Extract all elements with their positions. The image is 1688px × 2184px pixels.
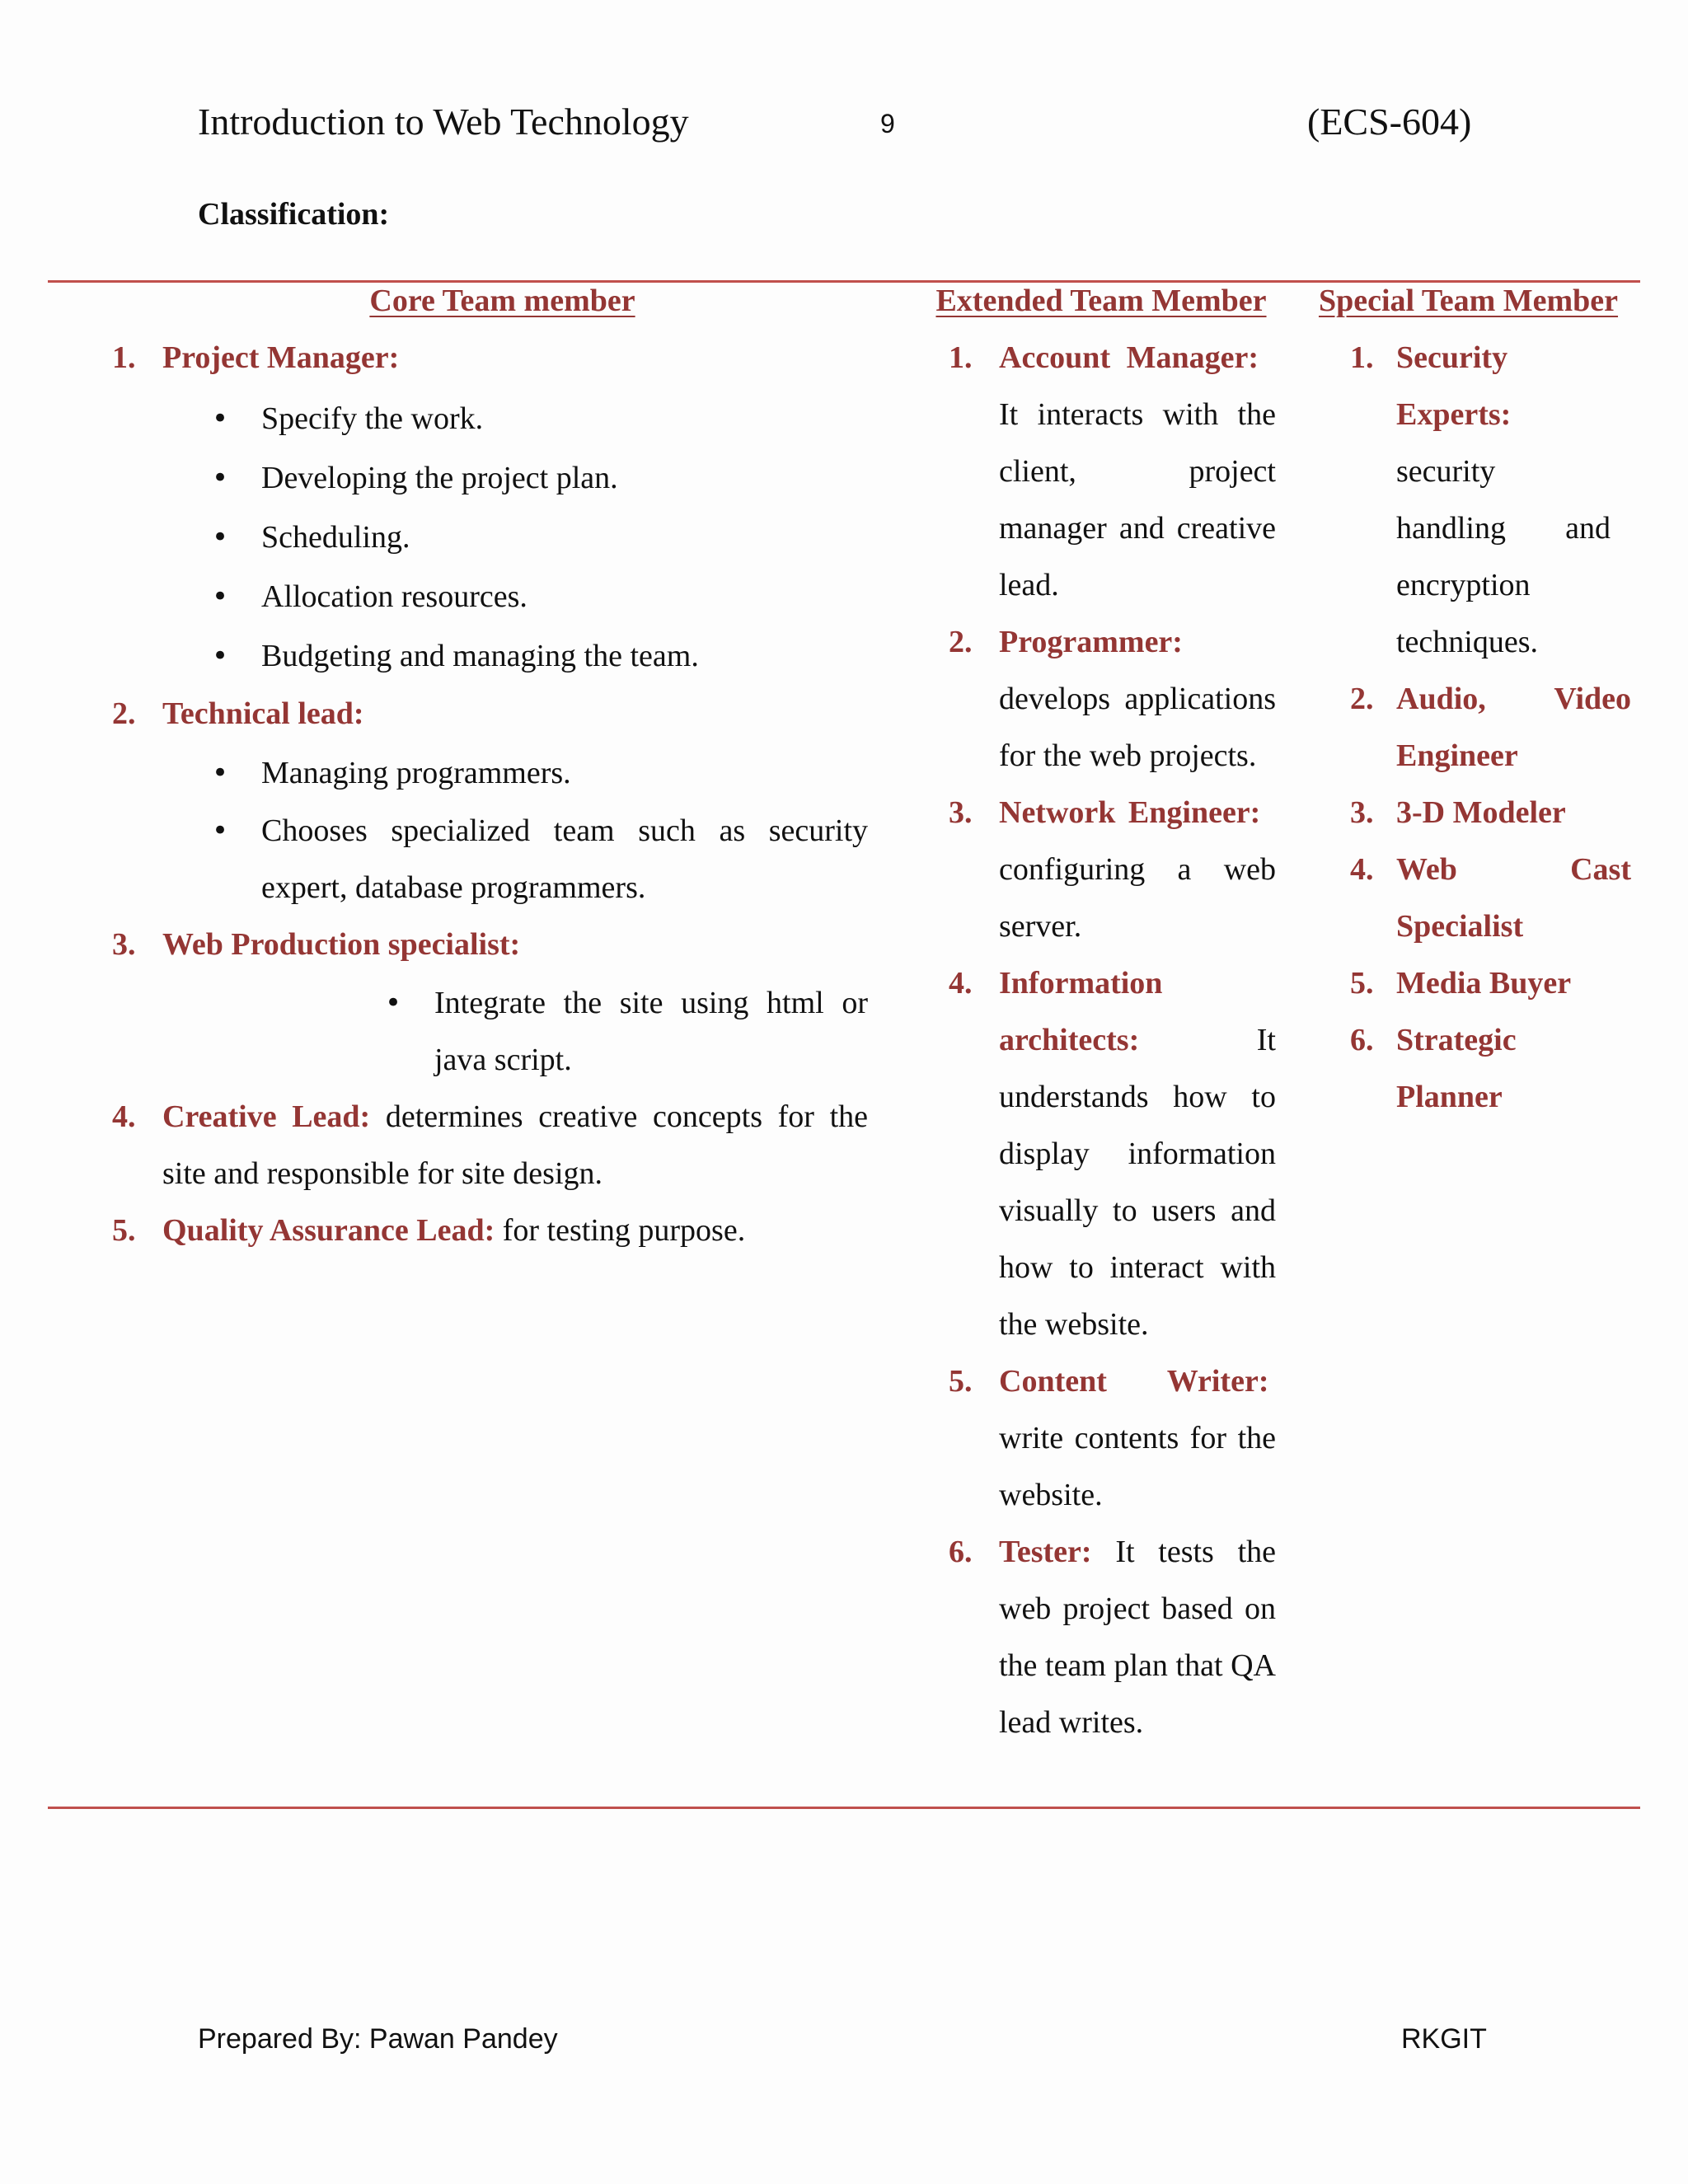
bullet-item: • Developing the project plan. xyxy=(261,448,868,508)
item-number: 5. xyxy=(112,1213,136,1248)
item-description: It tests the web project based on the team plan that QA lead writes. xyxy=(999,1535,1276,1740)
item-number: 2. xyxy=(949,625,973,659)
item-number: 4. xyxy=(1350,852,1374,887)
bullet-item: • Managing programmers. xyxy=(261,744,868,803)
item-title: Quality Assurance Lead: xyxy=(162,1213,503,1248)
list-item xyxy=(926,1353,1276,1524)
core-team-list xyxy=(112,330,868,1259)
item-number: 1. xyxy=(1350,340,1374,375)
bullet-item: • Allocation resources. xyxy=(261,567,868,626)
item-number: 3. xyxy=(1350,795,1374,830)
item-title: Programmer: xyxy=(999,625,1183,659)
footer-institute: RKGIT xyxy=(1401,2023,1487,2055)
item-title: Network Engineer: xyxy=(999,795,1261,830)
item-title: Content Writer: xyxy=(999,1364,1269,1399)
course-code: (ECS-604) xyxy=(1307,101,1472,143)
item-title: Web Production specialist: xyxy=(162,927,521,962)
list-item xyxy=(1306,671,1631,785)
document-title: Introduction to Web Technology xyxy=(198,101,689,143)
bullet-item: • Budgeting and managing the team. xyxy=(261,626,868,686)
list-item xyxy=(1306,330,1631,671)
item-title: Information architects: xyxy=(999,966,1257,1057)
bullet-item: • Scheduling. xyxy=(261,508,868,567)
list-item xyxy=(926,955,1276,1353)
item-number: 3. xyxy=(112,927,136,962)
extended-team-list xyxy=(926,330,1276,1751)
item-title: Technical lead: xyxy=(162,696,364,731)
item-title: Account Manager: xyxy=(999,340,1259,375)
list-item xyxy=(112,916,868,1089)
item-description: It interacts with the client, project manager and creative lead. xyxy=(999,397,1276,602)
item-number: 1. xyxy=(112,340,136,375)
footer-author: Prepared By: Pawan Pandey xyxy=(198,2023,558,2055)
item-title: Security Experts: xyxy=(1396,340,1512,432)
list-item xyxy=(926,614,1276,785)
item-number: 2. xyxy=(112,696,136,731)
bullet-item: • Integrate the site using html or java script. xyxy=(434,975,868,1089)
item-number: 6. xyxy=(1350,1023,1374,1057)
item-title: Audio, Video Engineer xyxy=(1396,682,1631,773)
item-title: Web Cast Specialist xyxy=(1396,852,1631,944)
bullet-item: • Specify the work. xyxy=(261,389,868,448)
list-item xyxy=(926,330,1276,614)
core-team-heading: Core Team member xyxy=(369,284,635,318)
item-title: Strategic Planner xyxy=(1396,1023,1517,1114)
list-item xyxy=(112,1202,868,1259)
list-item xyxy=(1306,841,1631,955)
list-item xyxy=(1306,1012,1631,1126)
section-heading: Classification: xyxy=(198,197,390,232)
list-item xyxy=(926,785,1276,955)
item-title: Tester: xyxy=(999,1535,1116,1569)
core-team-column xyxy=(112,273,868,1259)
item-number: 3. xyxy=(949,795,973,830)
item-description: It understands how to display information visually to users and how to interact with the website. xyxy=(999,1023,1276,1342)
page-number: 9 xyxy=(880,109,895,138)
item-number: 6. xyxy=(949,1535,973,1569)
item-description: write contents for the website. xyxy=(999,1421,1276,1512)
extended-team-column xyxy=(926,273,1276,1751)
item-title: Project Manager: xyxy=(162,340,400,375)
item-title: Media Buyer xyxy=(1396,966,1572,1001)
special-team-heading: Special Team Member xyxy=(1318,284,1619,318)
item-description: for testing purpose. xyxy=(502,1213,746,1248)
item-number: 1. xyxy=(949,340,973,375)
list-item xyxy=(1306,785,1631,841)
list-item xyxy=(1306,955,1631,1012)
item-number: 5. xyxy=(1350,966,1374,1001)
item-number: 5. xyxy=(949,1364,973,1399)
list-item xyxy=(926,1524,1276,1751)
item-number: 2. xyxy=(1350,682,1374,716)
item-title: 3-D Modeler xyxy=(1396,795,1566,830)
list-item xyxy=(112,330,868,686)
item-title: Creative Lead: xyxy=(162,1099,386,1134)
item-description: develops applications for the web projects. xyxy=(999,682,1276,773)
special-team-list xyxy=(1306,330,1631,1126)
item-number: 4. xyxy=(112,1099,136,1134)
item-number: 4. xyxy=(949,966,973,1001)
item-description: determines creative concepts for the site and responsible for site design. xyxy=(162,1099,868,1191)
list-item xyxy=(112,686,868,916)
table-bottom-rule xyxy=(48,1807,1640,1809)
list-item xyxy=(112,1089,868,1202)
item-description: security handling and encryption techniques. xyxy=(1396,454,1611,659)
extended-team-heading: Extended Team Member xyxy=(935,284,1267,318)
special-team-column xyxy=(1306,273,1631,1126)
bullet-item: • Chooses specialized team such as security expert, database programmers. xyxy=(261,803,868,916)
item-description: configuring a web server. xyxy=(999,852,1276,944)
